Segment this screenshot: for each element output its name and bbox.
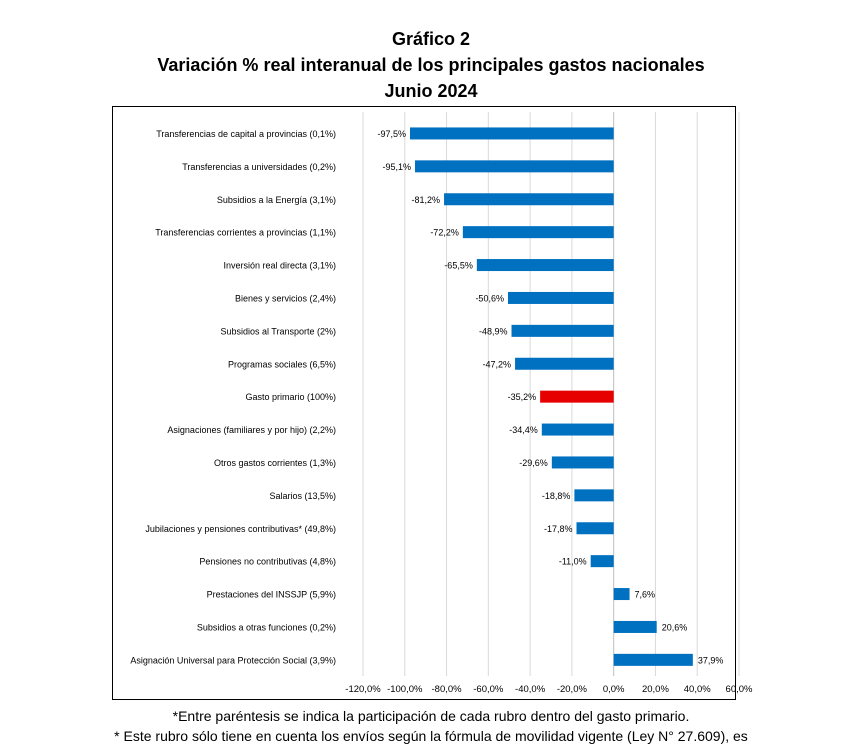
bar [576,522,613,534]
data-label: -29,6% [519,457,548,468]
bar [574,489,613,501]
bar [614,588,630,600]
data-label: -47,2% [482,359,512,370]
data-label: 20,6% [661,622,688,633]
data-label: -65,5% [444,260,473,271]
bar [614,621,657,633]
footnote-2: * Este rubro sólo tiene en cuenta los envíos según la fórmula de movilidad vigente (Ley N° 27.609), es [114,728,748,744]
category-label: Pensiones no contributivas (4,8%) [199,556,336,567]
bar [591,555,614,567]
data-label: 7,6% [634,589,656,600]
category-label: Transferencias a universidades (0,2%) [182,161,336,172]
footnotes [0,706,862,746]
data-label: -35,2% [507,392,537,403]
bar [552,456,614,468]
category-label: Prestaciones del INSSJP (5,9%) [206,589,336,600]
x-tick-label: -40,0% [515,684,546,695]
category-label: Programas sociales (6,5%) [227,359,336,370]
footnote-1: *Entre paréntesis se indica la participación de cada rubro dentro del gasto primario. [172,708,690,724]
chart-title-line-2: Variación % real interanual de los principales gastos nacionales [157,55,705,75]
category-label: Subsidios al Transporte (2%) [220,326,336,337]
category-label: Gasto primario (100%) [245,392,336,403]
bar [512,325,614,337]
x-tick-label: 0,0% [602,684,625,695]
category-label: Asignaciones (familiares y por hijo) (2,2%) [167,425,336,436]
category-label: Salarios (13,5%) [269,490,336,501]
data-label: -18,8% [541,490,571,501]
data-label: -17,8% [543,523,573,534]
category-label: Jubilaciones y pensiones contributivas* (49,8%) [145,523,336,534]
x-tick-label: -20,0% [556,684,587,695]
bar [515,358,614,370]
category-label: Inversión real directa (3,1%) [223,260,336,271]
category-label: Subsidios a la Energía (3,1%) [216,194,336,205]
bar [415,160,614,172]
data-label: -34,4% [509,425,538,436]
x-tick-label: 40,0% [683,684,711,695]
bar [444,193,614,205]
category-label: Transferencias de capital a provincias (0,1%) [156,128,336,139]
x-tick-label: -80,0% [431,684,462,695]
category-label: Asignación Universal para Protección Social (3,9%) [130,655,336,666]
data-label: -11,0% [558,556,587,567]
bar [540,391,614,403]
chart-title-line-1: Gráfico 2 [391,29,471,49]
data-label: -48,9% [478,326,508,337]
data-label: -97,5% [377,128,406,139]
bar [542,424,614,436]
bar [508,292,614,304]
x-tick-label: -60,0% [473,684,504,695]
data-label: -95,1% [382,161,412,172]
x-tick-label: 20,0% [641,684,669,695]
bar [614,654,693,666]
bar [410,127,614,139]
category-label: Bienes y servicios (2,4%) [234,293,336,304]
category-label: Otros gastos corrientes (1,3%) [213,457,336,468]
bar [463,226,614,238]
bar [477,259,614,271]
chart-title-line-3: Junio 2024 [384,81,478,101]
x-tick-label: -120,0% [345,684,381,695]
x-tick-label: 60,0% [725,684,753,695]
x-tick-label: -100,0% [387,684,423,695]
data-label: 37,9% [697,655,724,666]
data-label: -72,2% [430,227,459,238]
category-label: Transferencias corrientes a provincias (1,1%) [155,227,336,238]
category-label: Subsidios a otras funciones (0,2%) [196,622,336,633]
data-label: -81,2% [411,194,441,205]
data-label: -50,6% [475,293,504,304]
